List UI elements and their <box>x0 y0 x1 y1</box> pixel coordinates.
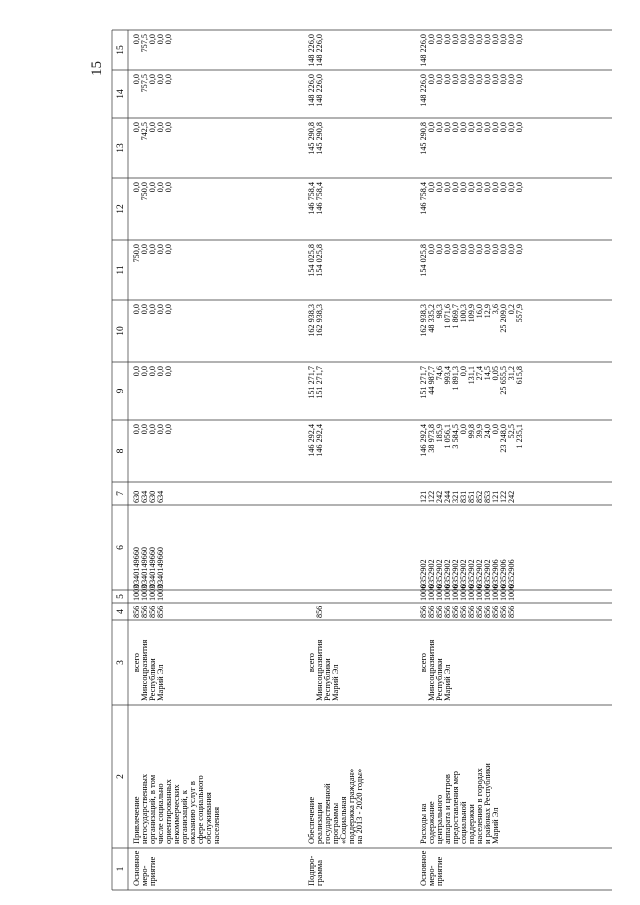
code-7: 851 <box>467 490 476 503</box>
value-col-11: 0,0 <box>148 244 157 255</box>
row-description: «Социальная <box>338 796 348 844</box>
value-col-15: 0,0 <box>515 34 524 45</box>
value-col-11: 154 025,8 <box>315 244 324 277</box>
code-7: 852 <box>475 490 484 503</box>
value-col-15: 0,0 <box>475 34 484 45</box>
code-6: 0352902 <box>459 559 468 588</box>
value-col-13: 145 290,8 <box>419 122 428 155</box>
row-description: государственной <box>322 783 332 844</box>
code-4: 856 <box>315 605 324 618</box>
code-6: 0352902 <box>483 559 492 588</box>
value-col-14: 0,0 <box>499 74 508 85</box>
code-4: 856 <box>427 605 436 618</box>
value-col-10: 0,0 <box>156 304 165 315</box>
value-col-15: 0,0 <box>507 34 516 45</box>
value-col-15: 0,0 <box>491 34 500 45</box>
code-6: 0352906 <box>507 559 516 588</box>
value-col-10: 0,0 <box>148 304 157 315</box>
value-col-10: 162 938,3 <box>419 304 428 337</box>
value-col-9: 151 271,7 <box>315 366 324 399</box>
code-5: 1006 <box>507 584 516 601</box>
code-5: 1006 <box>451 584 460 601</box>
value-col-13: 0,0 <box>483 122 492 133</box>
code-5: 1006 <box>443 584 452 601</box>
row-description: программы <box>330 802 340 844</box>
value-col-9: 74,6 <box>435 366 444 381</box>
value-col-9: 44 987,7 <box>427 366 436 395</box>
value-col-10: 109,9 <box>467 304 476 323</box>
code-4: 856 <box>483 605 492 618</box>
value-col-12: 0,0 <box>164 182 173 193</box>
value-col-12: 0,0 <box>156 182 165 193</box>
value-col-11: 0,0 <box>156 244 165 255</box>
value-col-12: 0,0 <box>451 182 460 193</box>
value-col-10: 3,6 <box>491 304 500 315</box>
value-col-12: 146 758,4 <box>307 182 316 215</box>
value-col-12: 0,0 <box>427 182 436 193</box>
value-col-8: 24,0 <box>483 424 492 439</box>
row-description: негосударственных <box>139 773 149 844</box>
code-6: 0352902 <box>427 559 436 588</box>
column-number: 11 <box>116 265 126 275</box>
value-col-9: 131,1 <box>467 366 476 385</box>
value-col-15: 0,0 <box>459 34 468 45</box>
code-6: 0352902 <box>435 559 444 588</box>
code-6: 0352906 <box>491 559 500 588</box>
code-7: 122 <box>499 490 508 503</box>
code-5: 1003 <box>132 584 141 601</box>
code-4: 856 <box>491 605 500 618</box>
value-col-9: 31,2 <box>507 366 516 381</box>
row-description: предоставления мер <box>450 770 460 844</box>
code-6: 0352902 <box>443 559 452 588</box>
value-col-8: 99,8 <box>467 424 476 439</box>
code-7: 121 <box>419 490 428 503</box>
value-col-9: 151 271,7 <box>419 366 428 399</box>
value-col-9: 151 271,7 <box>307 366 316 399</box>
value-col-14: 0,0 <box>164 74 173 85</box>
code-6: 0352902 <box>451 559 460 588</box>
column-number: 5 <box>116 594 126 599</box>
value-col-10: 100,3 <box>459 304 468 323</box>
code-7: 853 <box>483 490 492 503</box>
value-col-13: 0,0 <box>459 122 468 133</box>
value-col-12: 0,0 <box>435 182 444 193</box>
row-description: содержание <box>426 801 436 844</box>
row-type-label: приятие <box>147 856 157 886</box>
code-4: 856 <box>507 605 516 618</box>
code-6: 0340149660 <box>140 547 149 588</box>
value-col-14: 0,0 <box>451 74 460 85</box>
value-col-12: 0,0 <box>132 182 141 193</box>
value-col-10: 0,0 <box>140 304 149 315</box>
code-4: 856 <box>443 605 452 618</box>
code-7: 831 <box>459 490 468 503</box>
value-col-15: 0,0 <box>132 34 141 45</box>
code-6: 0340149660 <box>132 547 141 588</box>
code-6: 0352906 <box>499 559 508 588</box>
row-description: населения <box>211 807 221 844</box>
value-col-8: 0,0 <box>491 424 500 435</box>
value-col-11: 0,0 <box>443 244 452 255</box>
value-col-12: 0,0 <box>515 182 524 193</box>
code-4: 856 <box>419 605 428 618</box>
value-col-10: 0,0 <box>132 304 141 315</box>
code-7: 122 <box>427 490 436 503</box>
code-7: 634 <box>140 490 149 503</box>
row-description: на 2013 - 2020 годы» <box>354 768 364 844</box>
value-col-9: 0,0 <box>164 366 173 377</box>
value-col-9: 993,4 <box>443 366 452 385</box>
value-col-14: 0,0 <box>467 74 476 85</box>
value-col-11: 0,0 <box>451 244 460 255</box>
value-col-8: 39,9 <box>475 424 484 439</box>
value-col-14: 0,0 <box>132 74 141 85</box>
code-5: 1006 <box>427 584 436 601</box>
value-col-11: 0,0 <box>499 244 508 255</box>
code-6: 0340149660 <box>148 547 157 588</box>
value-col-13: 0,0 <box>132 122 141 133</box>
value-col-8: 38 973,8 <box>427 424 436 453</box>
column-number: 10 <box>116 326 126 336</box>
value-col-8: 146 292,4 <box>307 424 316 457</box>
value-col-8: 0,0 <box>164 424 173 435</box>
column-number: 2 <box>116 774 126 779</box>
code-5: 1003 <box>148 584 157 601</box>
code-7: 242 <box>435 490 444 503</box>
value-col-15: 0,0 <box>451 34 460 45</box>
code-4: 856 <box>467 605 476 618</box>
row-responsible: всего <box>306 652 316 673</box>
value-col-8: 0,0 <box>140 424 149 435</box>
value-col-15: 0,0 <box>483 34 492 45</box>
value-col-14: 0,0 <box>148 74 157 85</box>
code-4: 856 <box>451 605 460 618</box>
row-description: Расходы на <box>418 803 428 844</box>
code-5: 1003 <box>140 584 149 601</box>
row-description: и районах Республики <box>482 763 492 844</box>
value-col-13: 0,0 <box>148 122 157 133</box>
value-col-15: 0,0 <box>435 34 444 45</box>
value-col-11: 0,0 <box>164 244 173 255</box>
value-col-10: 557,9 <box>515 304 524 323</box>
row-description: обслуживания <box>203 792 213 844</box>
value-col-10: 12,9 <box>483 304 492 319</box>
column-number: 8 <box>116 448 126 454</box>
value-col-13: 0,0 <box>443 122 452 133</box>
value-col-13: 0,0 <box>164 122 173 133</box>
column-number: 6 <box>116 545 126 550</box>
value-col-13: 0,0 <box>156 122 165 133</box>
value-col-12: 0,0 <box>475 182 484 193</box>
row-description: некоммерческих <box>171 784 181 844</box>
code-4: 856 <box>435 605 444 618</box>
value-col-12: 750,0 <box>140 182 149 201</box>
value-col-10: 98,3 <box>435 304 444 319</box>
value-col-15: 148 226,0 <box>307 34 316 67</box>
value-col-14: 0,0 <box>507 74 516 85</box>
value-col-12: 0,0 <box>467 182 476 193</box>
value-col-10: 162 938,3 <box>307 304 316 337</box>
value-col-13: 145 290,8 <box>307 122 316 155</box>
value-col-11: 0,0 <box>459 244 468 255</box>
value-col-9: 0,0 <box>140 366 149 377</box>
row-description: социальной <box>458 801 468 844</box>
value-col-13: 0,0 <box>515 122 524 133</box>
code-4: 856 <box>459 605 468 618</box>
value-col-8: 0,0 <box>132 424 141 435</box>
code-7: 121 <box>491 490 500 503</box>
value-col-11: 0,0 <box>475 244 484 255</box>
code-4: 856 <box>148 605 157 618</box>
value-col-14: 0,0 <box>483 74 492 85</box>
code-5: 1006 <box>475 584 484 601</box>
row-description: оказанию услуг в <box>187 781 197 844</box>
row-responsible: Марий Эл <box>330 664 340 701</box>
value-col-13: 0,0 <box>435 122 444 133</box>
row-description: реализации <box>314 802 324 844</box>
value-col-14: 0,0 <box>427 74 436 85</box>
value-col-15: 0,0 <box>156 34 165 45</box>
value-col-9: 0,0 <box>132 366 141 377</box>
code-7: 634 <box>156 490 165 503</box>
value-col-12: 0,0 <box>483 182 492 193</box>
value-col-11: 0,0 <box>467 244 476 255</box>
row-responsible: всего <box>418 652 428 673</box>
row-description: организаций, к <box>179 789 189 844</box>
code-7: 244 <box>443 490 452 503</box>
value-col-11: 154 025,8 <box>307 244 316 277</box>
code-7: 321 <box>451 490 460 503</box>
value-col-14: 148 226,0 <box>315 74 324 107</box>
value-col-11: 0,0 <box>140 244 149 255</box>
value-col-11: 0,0 <box>515 244 524 255</box>
code-5: 1006 <box>419 584 428 601</box>
row-description: поддержка граждан» <box>346 768 356 844</box>
column-number: 14 <box>116 89 126 99</box>
value-col-11: 0,0 <box>483 244 492 255</box>
value-col-13: 145 290,8 <box>315 122 324 155</box>
row-responsible: Республики <box>322 658 332 701</box>
row-type-label: грамма <box>314 860 324 886</box>
code-4: 856 <box>475 605 484 618</box>
code-6: 0352902 <box>475 559 484 588</box>
table-cells <box>116 34 524 886</box>
row-responsible: Марий Эл <box>155 664 165 701</box>
value-col-12: 0,0 <box>499 182 508 193</box>
row-description: ориентированных <box>163 779 173 844</box>
value-col-11: 750,0 <box>132 244 141 263</box>
value-col-15: 148 226,0 <box>419 34 428 67</box>
page-number: 15 <box>89 61 105 76</box>
row-description: числе социально <box>155 783 165 844</box>
column-number: 15 <box>116 45 126 55</box>
value-col-8: 146 292,4 <box>419 424 428 457</box>
value-col-8: 0,0 <box>148 424 157 435</box>
value-col-10: 16,0 <box>475 304 484 319</box>
row-type-label: приятие <box>434 856 444 886</box>
column-number: 4 <box>116 609 126 614</box>
value-col-11: 154 025,8 <box>419 244 428 277</box>
value-col-11: 0,0 <box>491 244 500 255</box>
row-description: поддержки <box>466 804 476 844</box>
value-col-14: 0,0 <box>435 74 444 85</box>
value-col-13: 742,5 <box>140 122 149 141</box>
row-responsible: Республики <box>434 658 444 701</box>
value-col-8: 0,0 <box>459 424 468 435</box>
value-col-8: 3 584,5 <box>451 424 460 449</box>
value-col-9: 0,05 <box>491 366 500 381</box>
value-col-9: 0,0 <box>156 366 165 377</box>
table-grid <box>112 30 612 890</box>
value-col-13: 0,0 <box>499 122 508 133</box>
code-4: 856 <box>132 605 141 618</box>
value-col-11: 0,0 <box>435 244 444 255</box>
value-col-10: 0,0 <box>164 304 173 315</box>
code-5: 1006 <box>491 584 500 601</box>
value-col-9: 0,0 <box>459 366 468 377</box>
value-col-8: 1 056,1 <box>443 424 452 449</box>
code-7: 630 <box>148 490 157 503</box>
row-responsible: всего <box>131 652 141 673</box>
row-description: аппарата и центров <box>442 774 452 844</box>
value-col-15: 757,5 <box>140 34 149 53</box>
row-description: центрального <box>434 794 444 844</box>
code-5: 1006 <box>467 584 476 601</box>
value-col-12: 0,0 <box>459 182 468 193</box>
row-responsible: Минсоцразвития <box>139 639 149 701</box>
value-col-12: 0,0 <box>507 182 516 193</box>
value-col-14: 0,0 <box>475 74 484 85</box>
code-6: 0340149660 <box>156 547 165 588</box>
value-col-8: 1 235,1 <box>515 424 524 449</box>
value-col-13: 0,0 <box>507 122 516 133</box>
row-type-label: меро- <box>139 865 149 886</box>
value-col-9: 1 891,3 <box>451 366 460 391</box>
value-col-14: 0,0 <box>156 74 165 85</box>
code-4: 856 <box>140 605 149 618</box>
value-col-8: 0,0 <box>156 424 165 435</box>
value-col-10: 48 335,2 <box>427 304 436 333</box>
code-5: 1006 <box>483 584 492 601</box>
code-6: 0352902 <box>419 559 428 588</box>
column-number: 3 <box>116 660 126 665</box>
value-col-12: 146 758,4 <box>419 182 428 215</box>
code-7: 630 <box>132 490 141 503</box>
value-col-13: 0,0 <box>475 122 484 133</box>
value-col-13: 0,0 <box>427 122 436 133</box>
value-col-15: 148 226,0 <box>315 34 324 67</box>
code-5: 1006 <box>435 584 444 601</box>
row-description: Привлечение <box>131 796 141 844</box>
value-col-10: 0,2 <box>507 304 516 315</box>
value-col-15: 0,0 <box>467 34 476 45</box>
value-col-8: 146 292,4 <box>315 424 324 457</box>
value-col-14: 757,5 <box>140 74 149 93</box>
value-col-13: 0,0 <box>451 122 460 133</box>
value-col-14: 148 226,0 <box>419 74 428 107</box>
value-col-9: 25 655,5 <box>499 366 508 395</box>
code-5: 1006 <box>499 584 508 601</box>
value-col-10: 1 869,7 <box>451 304 460 329</box>
row-description: организаций, в том <box>147 774 157 844</box>
value-col-9: 27,4 <box>475 366 484 381</box>
column-number: 12 <box>116 204 126 214</box>
value-col-14: 0,0 <box>515 74 524 85</box>
column-number: 7 <box>116 491 126 496</box>
value-col-12: 146 758,4 <box>315 182 324 215</box>
row-responsible: Марий Эл <box>442 664 452 701</box>
value-col-8: 23 248,0 <box>499 424 508 453</box>
value-col-11: 0,0 <box>507 244 516 255</box>
value-col-14: 0,0 <box>491 74 500 85</box>
code-4: 856 <box>499 605 508 618</box>
code-5: 1006 <box>459 584 468 601</box>
row-type-label: Подпро- <box>306 855 316 886</box>
code-4: 856 <box>156 605 165 618</box>
value-col-9: 615,8 <box>515 366 524 385</box>
value-col-15: 0,0 <box>148 34 157 45</box>
row-description: сфере социального <box>195 775 205 844</box>
row-type-label: меро- <box>426 865 436 886</box>
row-description: населению в городах <box>474 768 484 844</box>
column-number: 1 <box>116 866 126 872</box>
value-col-8: 52,5 <box>507 424 516 439</box>
value-col-10: 162 938,3 <box>315 304 324 337</box>
value-col-15: 0,0 <box>499 34 508 45</box>
column-number: 9 <box>116 388 126 394</box>
column-number: 13 <box>116 143 126 153</box>
value-col-13: 0,0 <box>491 122 500 133</box>
value-col-12: 0,0 <box>491 182 500 193</box>
row-description: Обеспечение <box>306 796 316 844</box>
row-responsible: Минсоцразвития <box>314 639 324 701</box>
value-col-13: 0,0 <box>467 122 476 133</box>
row-responsible: Минсоцразвития <box>426 639 436 701</box>
value-col-14: 148 226,0 <box>307 74 316 107</box>
value-col-12: 0,0 <box>443 182 452 193</box>
value-col-10: 25 209,0 <box>499 304 508 333</box>
value-col-11: 0,0 <box>427 244 436 255</box>
value-col-12: 0,0 <box>148 182 157 193</box>
row-type-label: Основное <box>418 850 428 886</box>
value-col-15: 0,0 <box>164 34 173 45</box>
row-responsible: Республики <box>147 658 157 701</box>
row-description: Марий Эл <box>490 807 500 844</box>
value-col-9: 14,5 <box>483 366 492 381</box>
value-col-14: 0,0 <box>443 74 452 85</box>
value-col-15: 0,0 <box>443 34 452 45</box>
row-type-label: Основное <box>131 850 141 886</box>
value-col-10: 1 071,6 <box>443 304 452 329</box>
value-col-15: 0,0 <box>427 34 436 45</box>
value-col-14: 0,0 <box>459 74 468 85</box>
code-5: 1003 <box>156 584 165 601</box>
code-6: 0352902 <box>467 559 476 588</box>
value-col-8: 185,9 <box>435 424 444 443</box>
code-7: 242 <box>507 490 516 503</box>
value-col-9: 0,0 <box>148 366 157 377</box>
